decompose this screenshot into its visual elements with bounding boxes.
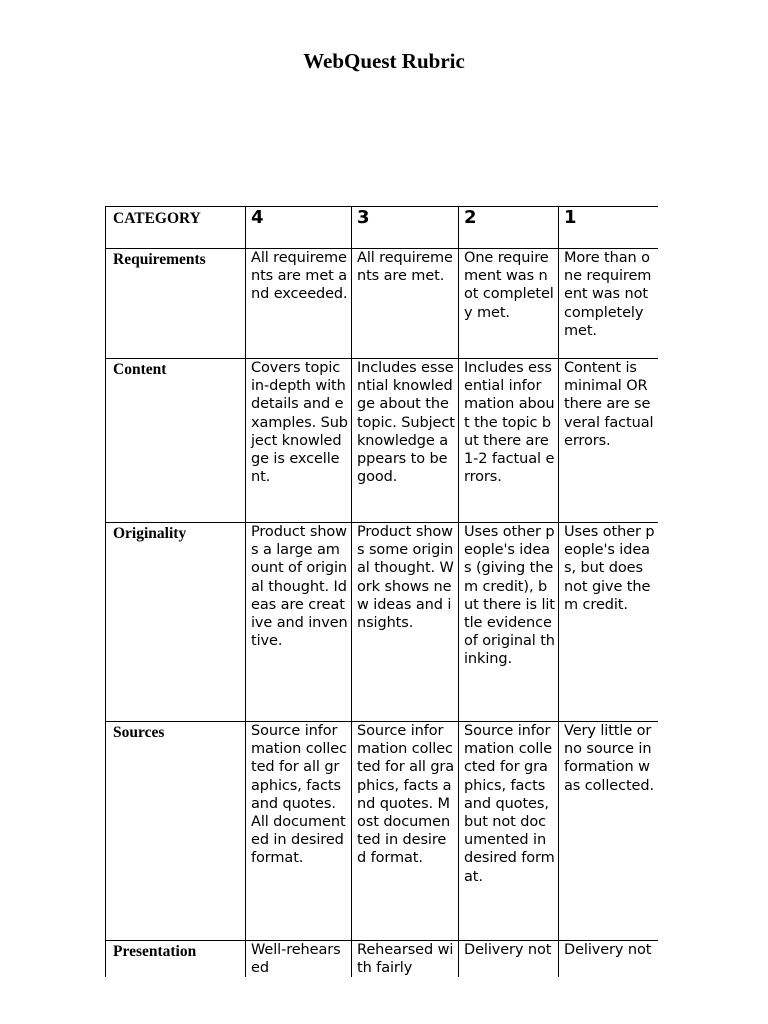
criteria-text: Delivery not: [564, 942, 652, 958]
category-label: Requirements: [113, 251, 206, 268]
rubric-row-originality: [106, 523, 659, 722]
criteria-text: Delivery not: [464, 942, 552, 958]
criteria-text: Includes essential knowledge about the topic. Subject knowledge appears to be good.: [357, 360, 455, 486]
criteria-cell: [559, 359, 659, 523]
criteria-text: Source information collected for all graphics, facts and quotes. All documented in desired format.: [251, 723, 347, 867]
criteria-cell: [352, 359, 459, 523]
criteria-cell: [459, 722, 559, 941]
criteria-cell: [559, 941, 659, 978]
criteria-text: Includes essential information about the topic but there are 1-2 factual errors.: [464, 360, 555, 486]
criteria-text: Covers topic in-depth with details and examples. Subject knowledge is excellent.: [251, 360, 348, 486]
category-label: Content: [113, 361, 167, 378]
criteria-cell: [459, 249, 559, 359]
criteria-cell: [246, 359, 352, 523]
criteria-text: Very little or no source information was collected.: [564, 723, 654, 794]
header-score-cell: [459, 207, 559, 249]
criteria-cell: [559, 249, 659, 359]
criteria-text: Source information collected for graphics, facts and quotes, but not documented in desired format.: [464, 723, 555, 885]
category-cell: [106, 249, 246, 359]
category-label: Presentation: [113, 943, 197, 960]
category-label: Originality: [113, 525, 187, 542]
rubric-row-presentation: [106, 941, 659, 978]
criteria-cell: [459, 941, 559, 978]
category-cell: [106, 359, 246, 523]
header-category-cell: [106, 207, 246, 249]
criteria-text: Content is minimal OR there are several factual errors.: [564, 360, 654, 449]
rubric-row-requirements: [106, 249, 659, 359]
criteria-text: All requirements are met and exceeded.: [251, 250, 348, 303]
header-score-cell: [352, 207, 459, 249]
criteria-text: All requirements are met.: [357, 250, 453, 285]
criteria-cell: [559, 722, 659, 941]
category-label: Sources: [113, 724, 165, 741]
criteria-cell: [352, 249, 459, 359]
criteria-cell: [246, 941, 352, 978]
header-score-label: 4: [251, 207, 264, 228]
criteria-text: Rehearsed with fairly: [357, 942, 454, 977]
criteria-cell: [246, 722, 352, 941]
criteria-text: Uses other people's ideas (giving them credit), but there is little evidence of original thinking.: [464, 524, 555, 668]
criteria-cell: [459, 359, 559, 523]
criteria-text: Uses other people's ideas, but does not give them credit.: [564, 524, 655, 613]
criteria-cell: [559, 523, 659, 722]
criteria-text: Product shows a large amount of original thought. Ideas are creative and inventive.: [251, 524, 348, 650]
document-title: WebQuest Rubric: [303, 49, 465, 73]
header-score-label: 1: [564, 207, 577, 228]
header-score-cell: [246, 207, 352, 249]
criteria-cell: [246, 249, 352, 359]
rubric-header-row: [106, 207, 659, 249]
header-score-cell: [559, 207, 659, 249]
header-score-label: 2: [464, 207, 477, 228]
category-cell: [106, 941, 246, 978]
criteria-cell: [459, 523, 559, 722]
criteria-cell: [246, 523, 352, 722]
criteria-text: More than one requirement was not completely met.: [564, 250, 652, 339]
criteria-cell: [352, 941, 459, 978]
header-score-label: 3: [357, 207, 370, 228]
criteria-text: Product shows some original thought. Work shows new ideas and insights.: [357, 524, 454, 632]
category-cell: [106, 722, 246, 941]
criteria-cell: [352, 523, 459, 722]
rubric-table-container: [105, 206, 658, 977]
rubric-row-sources: [106, 722, 659, 941]
header-category-label: CATEGORY: [113, 210, 201, 227]
criteria-text: One requirement was not completely met.: [464, 250, 554, 321]
rubric-row-content: [106, 359, 659, 523]
criteria-text: Well-rehearsed: [251, 942, 341, 977]
rubric-table: [105, 206, 658, 977]
criteria-cell: [352, 722, 459, 941]
criteria-text: Source information collected for all graphics, facts and quotes. Most documented in desired format.: [357, 723, 455, 867]
category-cell: [106, 523, 246, 722]
